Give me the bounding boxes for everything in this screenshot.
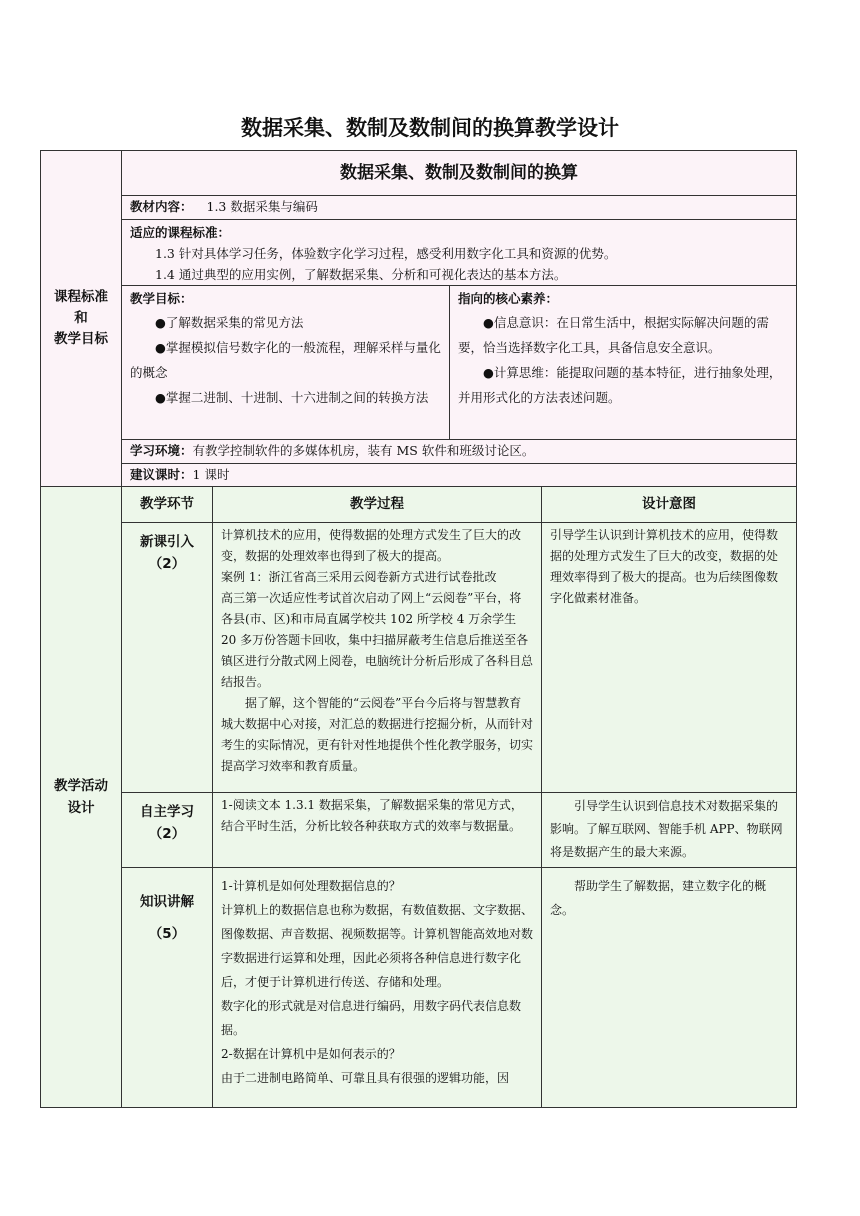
- intent-text: 引导学生认识到信息技术对数据采集的影响。了解互联网、智能手机 APP、物联网将是数据产生的最大来源。: [550, 799, 783, 859]
- process-paragraph: 案例 1：浙江省高三采用云阅卷新方式进行试卷批改: [221, 570, 497, 584]
- content-value: 1.3 数据采集与编码: [206, 199, 318, 214]
- stage-minutes: （5）: [148, 926, 186, 942]
- content-row: [121, 195, 797, 220]
- intent-text: 引导学生认识到计算机技术的应用，使得数据的处理方式发生了巨大的改变，数据的处理效率得到了极大的提高。也为后续图像数字化做素材准备。: [550, 528, 779, 605]
- process-paragraph: 2-数据在计算机中是如何表示的？: [221, 1047, 401, 1061]
- environment-value: 有教学控制软件的多媒体机房，装有 MS 软件和班级讨论区。: [192, 443, 535, 458]
- objective-item: ●了解数据采集的常见方法: [155, 315, 304, 330]
- section2-side-label: [40, 486, 122, 1108]
- side-label-line: 设计: [67, 800, 95, 816]
- col-header-stage-text: 教学环节: [140, 496, 194, 512]
- intent-text: 帮助学生了解数据，建立数字化的概念。: [550, 879, 767, 917]
- process-paragraph: 据了解，这个智能的“云阅卷”平台今后将与智慧教育城大数据中心对接，对汇总的数据进行挖掘分析，从而针对考生的实际情况，更有针对性地提供个性化教学服务，切实提高学习效率和教育质量。: [221, 696, 534, 773]
- process-cell: [212, 522, 542, 793]
- col-header-intent-text: 设计意图: [642, 496, 696, 512]
- objective-item: ●掌握模拟信号数字化的一般流程，理解采样与量化的概念: [130, 340, 441, 380]
- standards-cell: [121, 219, 797, 286]
- hours-value: 1 课时: [192, 467, 230, 482]
- process-paragraph: 计算机技术的应用，使得数据的处理方式发生了巨大的改变，数据的处理效率也得到了极大的提高。: [221, 528, 522, 563]
- lesson-plan-table: [40, 150, 797, 1108]
- literacy-label: 指向的核心素养：: [458, 291, 559, 306]
- col-header-stage: [121, 486, 213, 523]
- process-paragraph: 由于二进制电路简单、可靠且具有很强的逻辑功能，因: [221, 1071, 510, 1085]
- stage-cell: [121, 867, 213, 1108]
- standard-item: 1.3 针对具体学习任务，体验数字化学习过程，感受利用数字化工具和资源的优势。: [155, 246, 617, 261]
- side-label-line: 和: [74, 310, 88, 326]
- lesson-header-text: 数据采集、数制及数制间的换算: [340, 162, 578, 183]
- objective-item: ●掌握二进制、十进制、十六进制之间的转换方法: [155, 390, 429, 405]
- environment-label: 学习环境：: [130, 443, 193, 458]
- stage-name: 知识讲解: [140, 894, 194, 910]
- hours-label: 建议课时：: [130, 467, 193, 482]
- process-paragraph: 数字化的形式就是对信息进行编码，用数字码代表信息数据。: [221, 999, 522, 1037]
- intent-cell: [541, 867, 797, 1108]
- process-cell: [212, 792, 542, 868]
- col-header-process: [212, 486, 542, 523]
- col-header-intent: [541, 486, 797, 523]
- environment-row: [121, 439, 797, 464]
- document-title: 数据采集、数制及数制间的换算教学设计: [241, 116, 619, 140]
- standard-item: 1.4 通过典型的应用实例，了解数据采集、分析和可视化表达的基本方法。: [155, 267, 567, 282]
- stage-cell: [121, 522, 213, 793]
- stage-name: 新课引入: [140, 534, 194, 550]
- objectives-cell: [121, 285, 450, 440]
- process-cell: [212, 867, 542, 1108]
- literacy-item: ●信息意识：在日常生活中，根据实际解决问题的需要，恰当选择数字化工具，具备信息安全意识。: [458, 315, 769, 355]
- literacy-item: ●计算思维：能提取问题的基本特征，进行抽象处理，并用形式化的方法表述问题。: [458, 365, 782, 405]
- col-header-process-text: 教学过程: [350, 496, 404, 512]
- hours-row: [121, 463, 797, 487]
- stage-minutes: （2）: [148, 826, 186, 842]
- core-literacy-cell: [449, 285, 797, 440]
- content-label: 教材内容：: [130, 199, 193, 214]
- process-paragraph: 1-计算机是如何处理数据信息的？: [221, 879, 401, 893]
- process-paragraph: 计算机上的数据信息也称为数据，有数值数据、文字数据、图像数据、声音数据、视频数据等。计算机智能高效地对数字数据进行运算和处理，因此必须将各种信息进行数字化后，才便于计算机进行传送、存储和处理。: [221, 903, 534, 989]
- side-label-line: 教学目标: [54, 331, 108, 347]
- process-paragraph: 高三第一次适应性考试首次启动了网上“云阅卷”平台，将各县(市、区)和市局直属学校共 102 所学校 4 万余学生 20 多万份答题卡回收，集中扫描屏蔽考生信息后推送至各镇区进行分散式网上阅卷，电脑统计分析后形成了各科目总结报告。: [221, 591, 534, 689]
- objectives-label: 教学目标：: [130, 291, 193, 306]
- intent-cell: [541, 522, 797, 793]
- section1-side-label: [40, 150, 122, 487]
- side-label-line: 课程标准: [54, 289, 108, 305]
- lesson-header: [121, 150, 797, 196]
- process-paragraph: 1-阅读文本 1.3.1 数据采集，了解数据采集的常见方式，结合平时生活，分析比较各种获取方式的效率与数据量。: [221, 798, 523, 833]
- stage-cell: [121, 792, 213, 868]
- stage-name: 自主学习: [140, 804, 194, 820]
- stage-minutes: （2）: [148, 556, 186, 572]
- standards-label: 适应的课程标准：: [130, 225, 231, 240]
- intent-cell: [541, 792, 797, 868]
- side-label-line: 教学活动: [54, 778, 108, 794]
